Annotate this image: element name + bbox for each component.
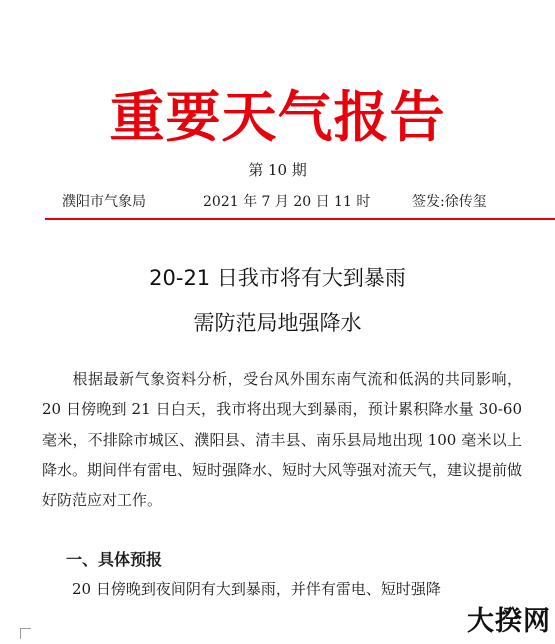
signer: 签发:徐传玺 xyxy=(412,194,487,210)
headline-line-1: 20-21 日我市将有大到暴雨 xyxy=(149,266,406,290)
issuing-agency: 濮阳市气象局 xyxy=(62,194,146,210)
site-watermark: 大揆网 xyxy=(467,606,551,637)
body-text: 根据最新气象资料分析，受台风外围东南气流和低涡的共同影响，20 日傍晚到 21 日白天，我市将出现大到暴雨，预计累积降水量 30-60 毫米，不排除市城区、濮阳县、清丰县、南乐县局地出现 100 毫米以上降水。期间伴有雷电、短时强降水、短时大风等强对流天气，建议提前做好防范应对工作。 xyxy=(42,370,523,510)
forecast-paragraph: 20 日傍晚到夜间阴有大到暴雨，并伴有雷电、短时强降 xyxy=(72,580,441,598)
headline-line-2: 需防范局地强降水 xyxy=(193,311,362,335)
body-paragraph xyxy=(42,364,522,515)
section-heading: 一、具体预报 xyxy=(66,550,163,569)
issue-number: 第 10 期 xyxy=(248,161,307,179)
issue-date: 2021 年 7 月 20 日 11 时 xyxy=(203,194,371,210)
report-meta xyxy=(0,192,555,212)
header-rule xyxy=(45,218,555,220)
report-masthead: 重要天气报告 xyxy=(109,85,446,149)
page-corner-mark xyxy=(20,628,31,639)
